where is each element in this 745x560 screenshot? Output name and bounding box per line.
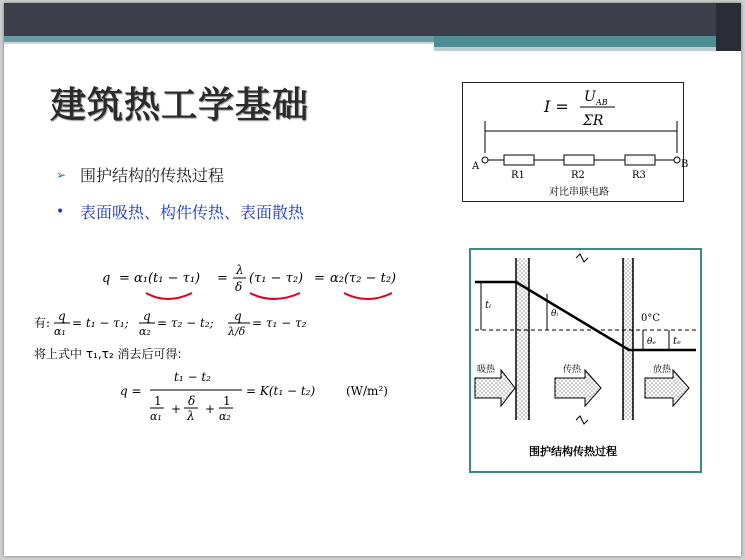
formula-numerator-sub: AB: [596, 98, 608, 107]
final-numerator: t₁ − t₂: [174, 370, 211, 384]
label-te: tₑ: [673, 336, 681, 347]
final-den-3: δ: [188, 394, 196, 408]
temperature-profile-line: [475, 282, 696, 350]
label-ti: tᵢ: [485, 300, 492, 311]
final-q: q =: [120, 384, 142, 398]
eq1-lambda: λ: [236, 263, 244, 277]
circuit-caption: 对比串联电路: [549, 187, 609, 198]
label-conduct: 传热: [563, 365, 582, 375]
resistor-r2: [564, 155, 594, 165]
final-den-2: α₁: [150, 410, 162, 423]
bullet-item-1: [56, 163, 224, 186]
ratio1-rhs: = t₁ − τ₁;: [72, 316, 129, 330]
series-circuit-diagram: [462, 82, 689, 202]
resistor-r1: [504, 155, 534, 165]
formula-lhs: I =: [544, 97, 569, 116]
formula-denominator: ΣR: [583, 113, 604, 129]
wall-diagram-caption: 围护结构传热过程: [529, 445, 617, 458]
red-underline-1: [146, 293, 192, 299]
final-den-1: 1: [154, 394, 162, 408]
absorb-arrow-icon: [475, 370, 515, 406]
header-accent-strip: [434, 36, 741, 47]
break-mark-bottom: [576, 416, 588, 424]
eq1-equals-1: =: [119, 271, 130, 286]
header-bar-dark: [4, 3, 741, 36]
final-unit: (W/m²): [346, 384, 388, 398]
slide: [4, 3, 741, 556]
resistor-label-r3: R3: [632, 170, 646, 181]
ratio3-rhs: = τ₁ − τ₂: [252, 316, 307, 330]
eq1-equals-3: =: [314, 271, 325, 286]
node-b-terminal: [674, 157, 680, 163]
break-mark-top: [576, 254, 588, 262]
you-prefix: 有:: [34, 316, 51, 330]
wall-heat-transfer-diagram: [469, 248, 702, 473]
page-title: 建筑热工学基础: [50, 85, 310, 126]
arrow-bullet-icon: ➢: [56, 167, 67, 182]
final-plus-2: +: [205, 402, 216, 416]
label-zero-degree: 0°C: [641, 313, 661, 324]
eq1-equals-2: =: [217, 271, 228, 286]
node-a-label: A: [472, 161, 480, 172]
ratio1-num: q: [58, 309, 66, 323]
ratio2-num: q: [143, 309, 151, 323]
ratio3-den: λ/δ: [228, 325, 246, 338]
red-underline-2: [250, 293, 300, 299]
final-rhs: = K(t₁ − t₂): [246, 384, 316, 398]
header-accent-line: [434, 47, 741, 51]
eq1-term-2: (τ₁ − τ₂): [249, 271, 304, 286]
red-underline-3: [344, 293, 392, 299]
eq1-term-1: α₁(t₁ − τ₁): [134, 271, 201, 286]
wall-svg: [471, 250, 700, 471]
heat-transfer-equations: [24, 255, 444, 435]
bullet-text-2: 表面吸热、构件传热、表面散热: [80, 203, 305, 222]
ratio3-num: q: [234, 309, 242, 323]
formula-numerator: U: [584, 89, 596, 105]
label-theta-i: θᵢ: [551, 309, 559, 319]
conduct-arrow-icon: [555, 370, 601, 406]
final-den-4: λ: [187, 409, 195, 423]
node-b-label: B: [681, 159, 689, 170]
node-a-terminal: [482, 157, 488, 163]
elimination-text: 将上式中 τ₁,τ₂ 消去后可得:: [34, 347, 182, 361]
ratio2-den: α₂: [139, 325, 151, 338]
bullet-text-1: 围护结构的传热过程: [80, 166, 225, 185]
final-plus-1: +: [171, 402, 182, 416]
resistor-label-r1: R1: [511, 170, 525, 181]
release-arrow-icon: [645, 370, 689, 406]
ratio2-rhs: = τ₂ − t₂;: [157, 316, 214, 330]
dot-bullet-icon: •: [56, 203, 65, 220]
ratio1-den: α₁: [54, 325, 66, 338]
eq1-delta: δ: [235, 280, 243, 294]
resistor-r3: [625, 155, 655, 165]
circuit-svg: [463, 83, 689, 201]
eq1-term-3: α₂(τ₂ − t₂): [330, 271, 397, 286]
eq1-q: q: [102, 271, 111, 286]
label-theta-e: θₑ: [647, 337, 656, 347]
final-den-5: 1: [223, 394, 231, 408]
label-release: 放热: [653, 365, 672, 375]
final-den-6: α₂: [219, 410, 231, 423]
header-corner-box: [716, 3, 741, 51]
resistor-label-r2: R2: [571, 170, 585, 181]
wall-right-layer: [623, 258, 633, 420]
label-absorb: 吸热: [477, 365, 496, 375]
bullet-item-2: [56, 200, 304, 223]
